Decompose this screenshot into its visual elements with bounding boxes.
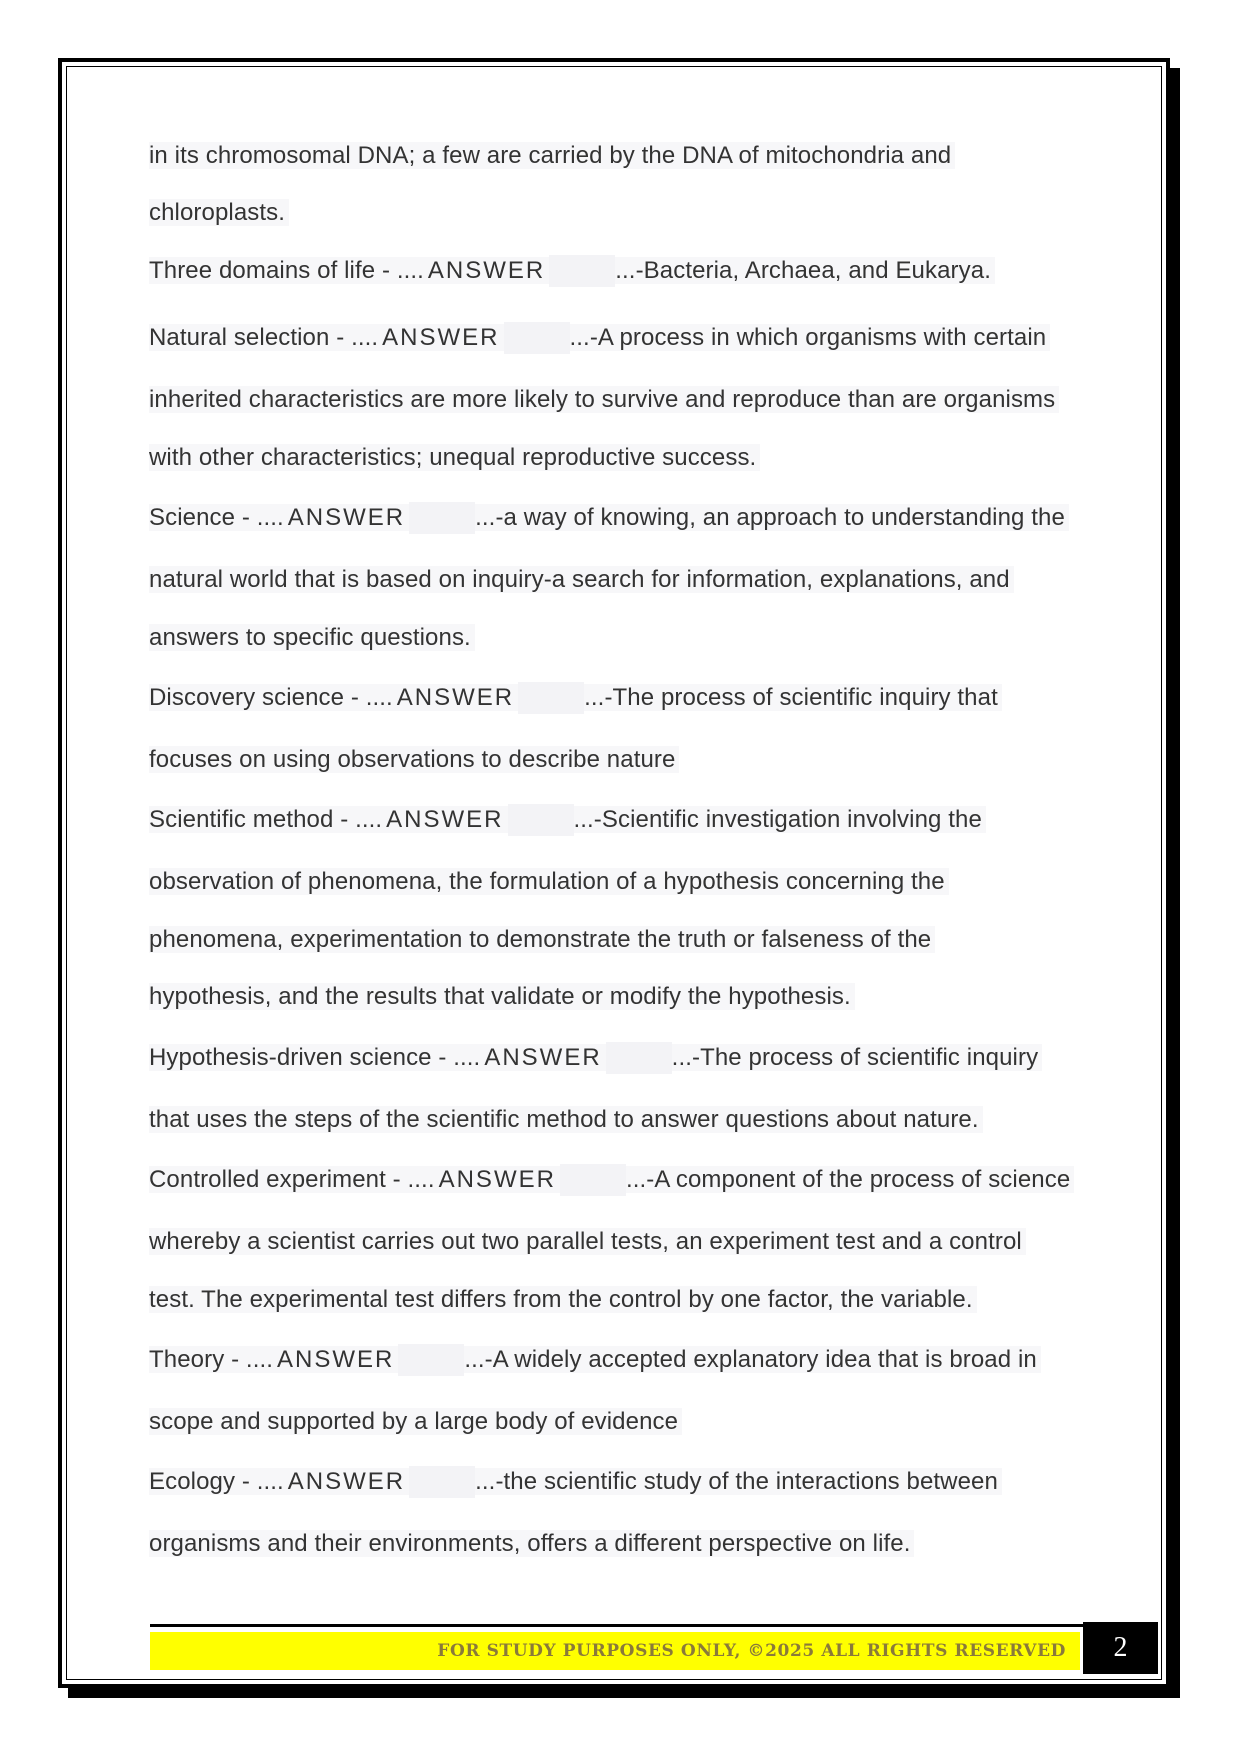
text-line [149,1406,682,1438]
definition-text: ...-a way of knowing, an approach to understanding the [475,504,1069,531]
term-label: Science - .... [149,504,288,531]
term-line [149,1466,1002,1498]
term-label: Controlled experiment - .... [149,1166,439,1193]
term-line [149,502,1069,534]
footer-notice: FOR STUDY PURPOSES ONLY, ©2025 ALL RIGHTS RESERVED [150,1632,1080,1670]
term-line [149,1042,1042,1074]
term-line [149,1164,1074,1196]
term-label: Natural selection - .... [149,324,382,351]
term-line [149,1344,1041,1376]
text-line [149,924,935,956]
line-text: organisms and their environments, offers a different perspective on life. [149,1530,914,1557]
answer-label: ANSWER [288,1468,409,1495]
line-text: focuses on using observations to describe nature [149,746,679,773]
text-line [149,1104,983,1136]
term-label: Ecology - .... [149,1468,288,1495]
line-text: in its chromosomal DNA; a few are carried by the DNA of mitochondria and [149,142,955,169]
term-label: Discovery science - .... [149,684,397,711]
footer-rule [150,1624,1083,1627]
answer-blank [504,322,570,354]
term-label: Scientific method - .... [149,806,386,833]
answer-blank [518,682,584,714]
definition-text: ...-The process of scientific inquiry that [584,684,1002,711]
text-line [149,744,679,776]
text-line [149,140,955,172]
definition-text: ...-Scientific investigation involving the [574,806,986,833]
text-line [149,197,289,229]
answer-label: ANSWER [277,1346,398,1373]
term-line [149,804,986,836]
term-label: Hypothesis-driven science - .... [149,1044,484,1071]
answer-blank [508,804,574,836]
page-number: 2 [1083,1622,1158,1674]
answer-blank [560,1164,626,1196]
line-text: whereby a scientist carries out two parallel tests, an experiment test and a control [149,1228,1026,1255]
answer-label: ANSWER [428,257,549,284]
text-line [149,384,1059,416]
line-text: that uses the steps of the scientific method to answer questions about nature. [149,1106,983,1133]
term-label: Theory - .... [149,1346,277,1373]
definition-text: ...-A process in which organisms with certain [570,324,1051,351]
line-text: chloroplasts. [149,199,289,226]
term-line [149,322,1050,354]
answer-blank [409,502,475,534]
line-text: test. The experimental test differs from the control by one factor, the variable. [149,1286,977,1313]
line-text: with other characteristics; unequal reproductive success. [149,444,760,471]
line-text: inherited characteristics are more likely to survive and reproduce than are organisms [149,386,1059,413]
text-line [149,1528,914,1560]
text-line [149,1284,977,1316]
answer-blank [549,255,615,287]
answer-label: ANSWER [386,806,507,833]
line-text: answers to specific questions. [149,624,475,651]
definition-text: ...-the scientific study of the interactions between [475,1468,1002,1495]
line-text: natural world that is based on inquiry-a search for information, explanations, and [149,566,1014,593]
text-line [149,1226,1026,1258]
answer-label: ANSWER [484,1044,605,1071]
definition-text: ...-A widely accepted explanatory idea that is broad in [464,1346,1041,1373]
answer-label: ANSWER [397,684,518,711]
answer-blank [606,1042,672,1074]
text-line [149,442,760,474]
line-text: scope and supported by a large body of evidence [149,1408,682,1435]
text-line [149,981,855,1013]
term-line [149,682,1002,714]
definition-text: ...-The process of scientific inquiry [672,1044,1043,1071]
definition-text: ...-Bacteria, Archaea, and Eukarya. [615,257,995,284]
term-label: Three domains of life - .... [149,257,428,284]
line-text: phenomena, experimentation to demonstrate the truth or falseness of the [149,926,935,953]
answer-label: ANSWER [382,324,503,351]
text-line [149,866,949,898]
line-text: hypothesis, and the results that validate or modify the hypothesis. [149,983,855,1010]
answer-label: ANSWER [439,1166,560,1193]
definition-text: ...-A component of the process of science [626,1166,1074,1193]
answer-label: ANSWER [288,504,409,531]
line-text: observation of phenomena, the formulation of a hypothesis concerning the [149,868,949,895]
text-line [149,622,475,654]
answer-blank [398,1344,464,1376]
answer-blank [409,1466,475,1498]
text-line [149,564,1014,596]
term-line [149,255,995,287]
